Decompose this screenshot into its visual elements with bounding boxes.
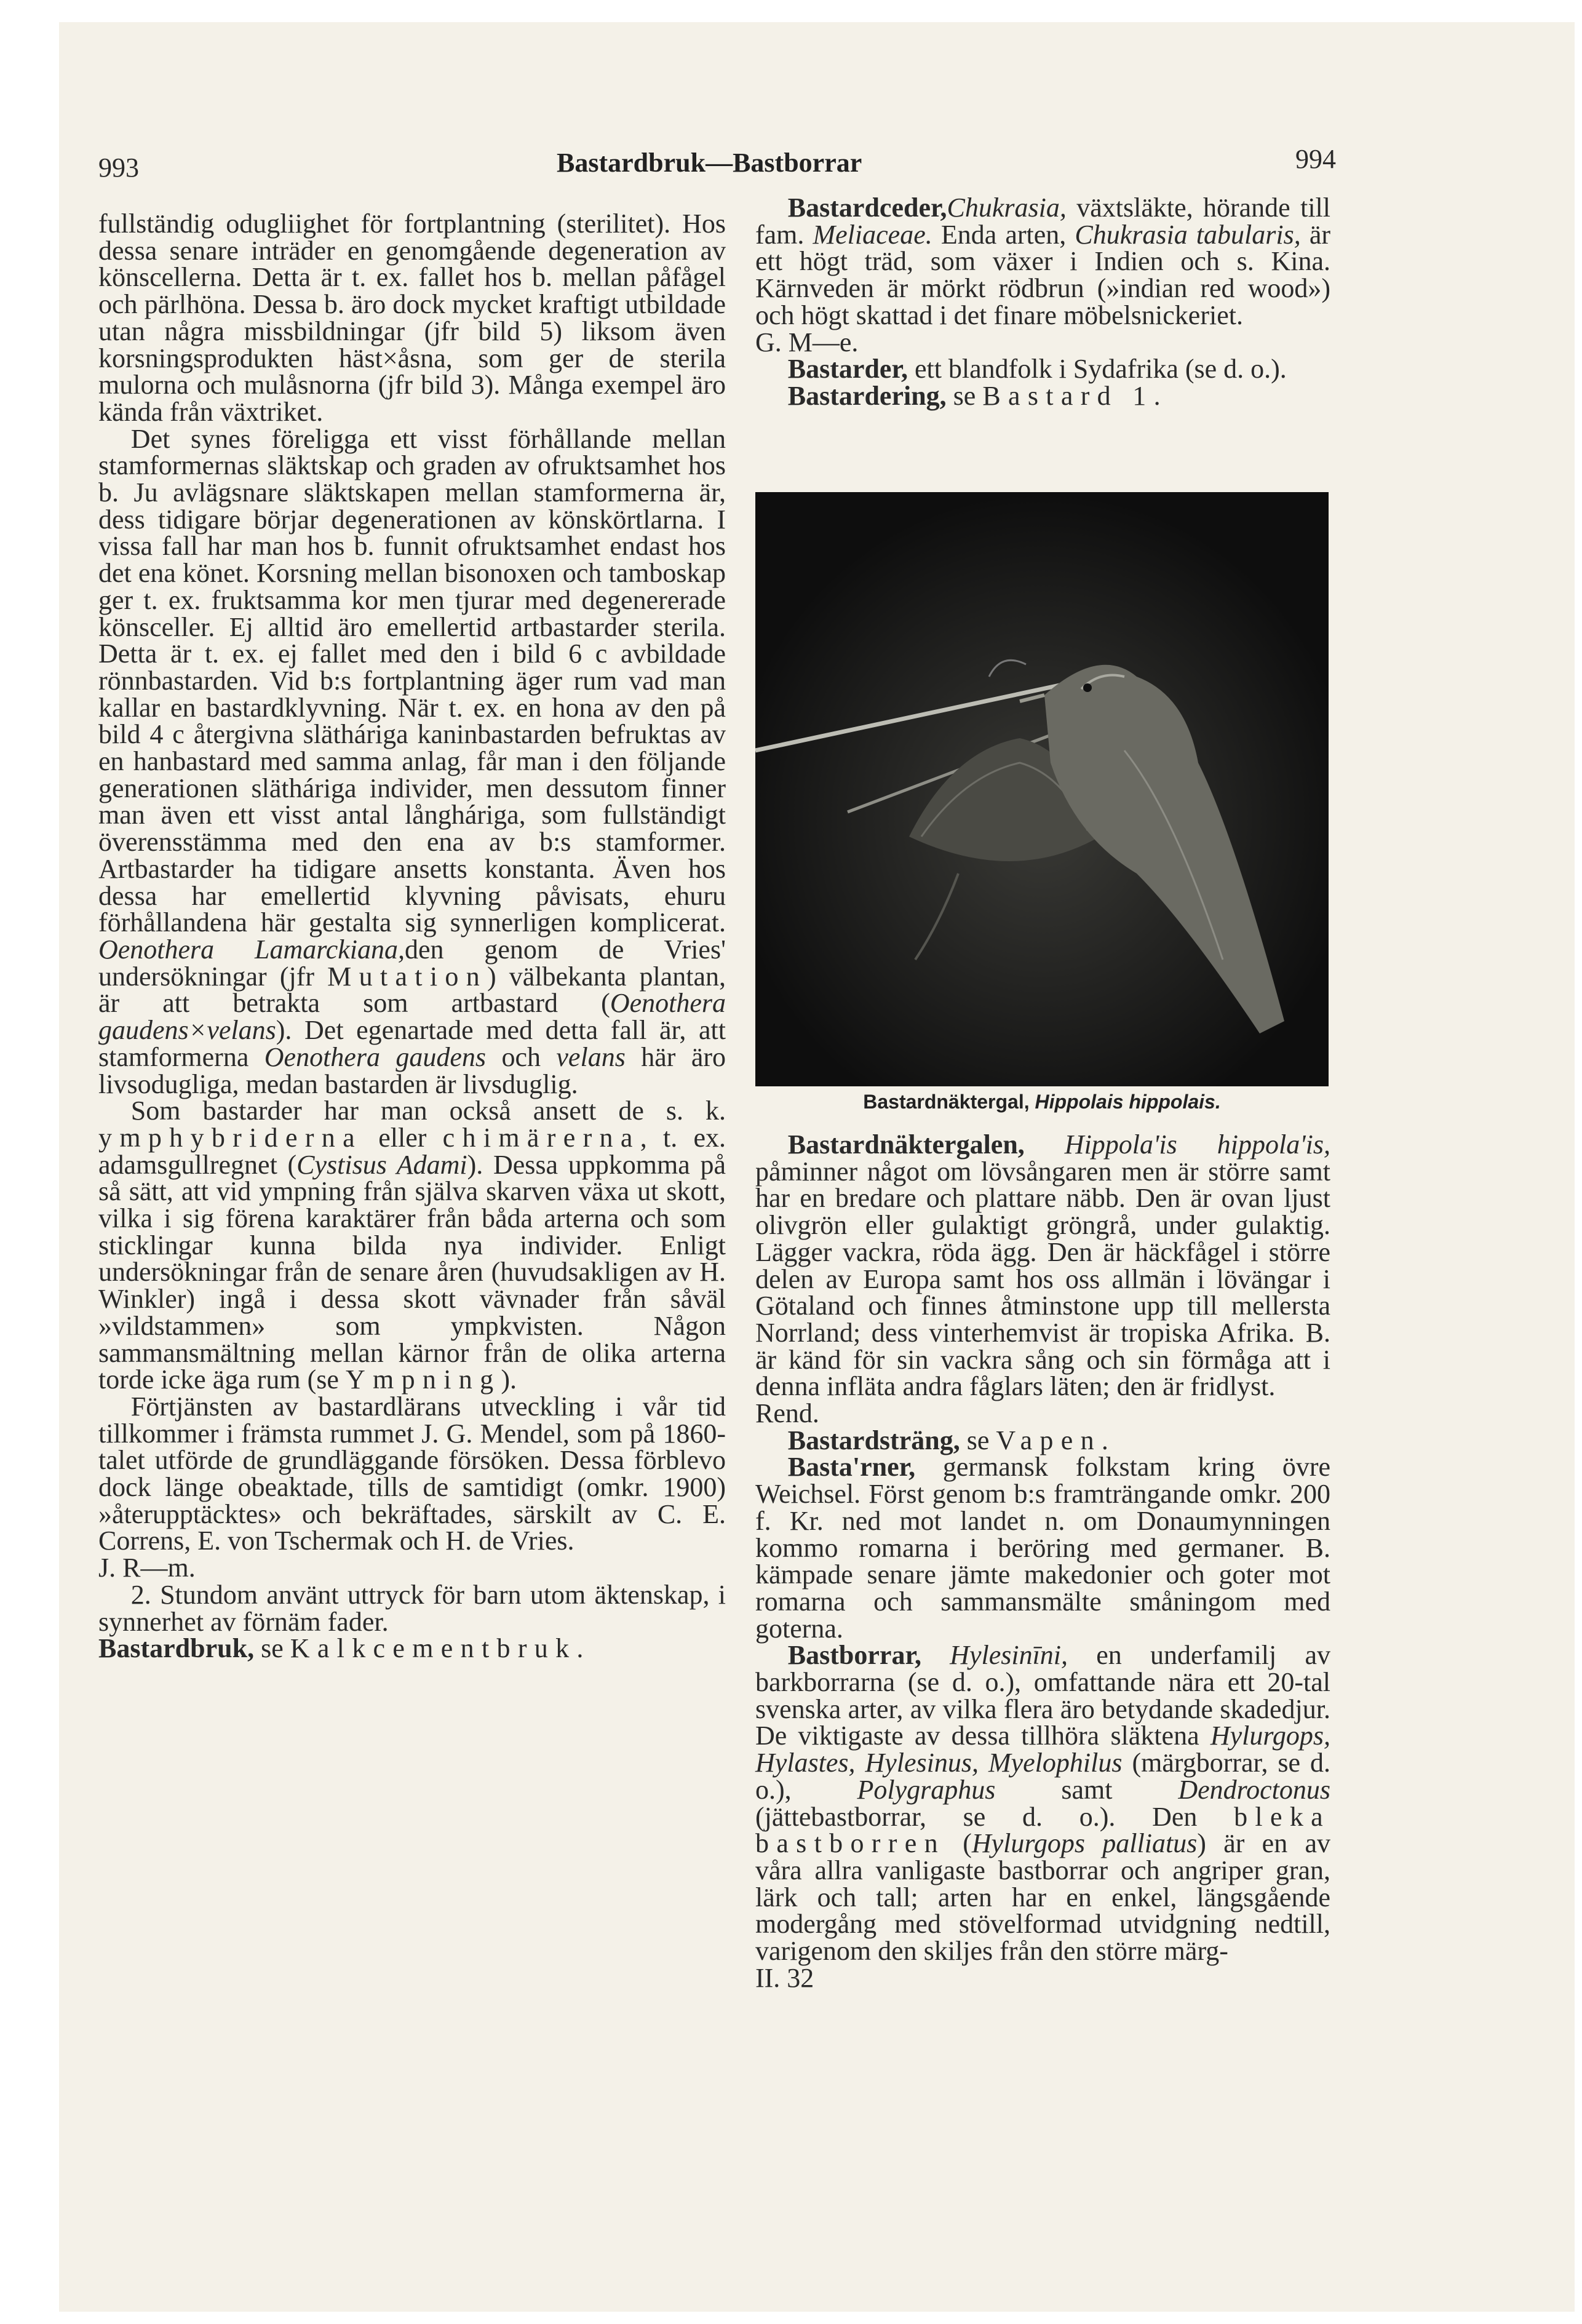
paragraph-text: se	[966, 1425, 990, 1455]
paragraph-text: ) är en av våra allra vanligaste bastborrar och angriper gran, lärk och tall; arten har en enkel, längsgående modergång med stövelformad utvidgning nedtill, varigenom den skiljes från den större märg-	[755, 1828, 1330, 1967]
italic-term: Oenothera Lamarckiana,	[98, 934, 405, 965]
paragraph	[98, 1097, 726, 1393]
entry-headword: Bastardbruk,	[98, 1633, 255, 1664]
paragraph-text: Som bastarder har man också ansett de s. k.	[130, 1096, 726, 1126]
caption-text: Bastardnäktergal,	[863, 1091, 1030, 1113]
entry	[755, 1454, 1330, 1642]
paragraph-text: eller	[378, 1122, 427, 1153]
author-signature: G. M—e.	[755, 327, 859, 357]
entry	[98, 1635, 726, 1662]
paragraph-text: samt	[1061, 1774, 1113, 1805]
paragraph	[98, 1579, 726, 1637]
entry	[755, 1427, 1330, 1454]
spaced-term: chimärerna	[442, 1122, 640, 1153]
italic-term: Meliaceae.	[813, 219, 932, 250]
cross-reference: Ympning	[345, 1364, 501, 1395]
paragraph-text: en underfamilj av barkborrarna (se d. o.), omfattande nära ett 20-tal svenska arter, av vilka flera äro betydande skadedjur. De viktigaste av dessa tillhöra släktena	[755, 1640, 1330, 1751]
paragraph-text: se	[261, 1633, 284, 1664]
bird-photo-illustration	[755, 492, 1329, 1086]
caption-species: Hippolais hippolais.	[1035, 1091, 1221, 1113]
paragraph-text: (märgborrar, se d. o.),	[755, 1748, 1331, 1805]
right-column-top	[755, 194, 1330, 410]
paragraph-text: påminner något om lövsångaren men är större samt har en bredare och plattare näbb. Den är ovan ljust olivgrön eller gulaktigt gröngrå, under gulaktig. Lägger vackra, röda ägg. Den är häckfågel i större delen av Europa samt hos oss allmän i lövängar i Götaland och finnes åtminstone upp till mellersta Norrland; dess vinterhemvist är tropiska Afrika. B. är känd för sin vackra sång och sin förmåga att i denna infläta andra fåglars läten; den är fridlyst.	[755, 1156, 1330, 1402]
page-header-title: Bastardbruk—Bastborrar	[557, 148, 862, 178]
italic-term: Cystisus Adami	[296, 1149, 467, 1180]
italic-term: Oenothera gaudens×velans	[98, 988, 726, 1046]
paragraph-text: (jättebastborrar, se d. o.). Den	[755, 1801, 1198, 1832]
entry-headword: Bastborrar,	[787, 1640, 921, 1671]
entry-headword: Bastardsträng,	[787, 1425, 960, 1455]
paragraph-text: 2. Stundom använt uttryck för barn utom äktenskap, i synnerhet av förnäm fader.	[98, 1579, 726, 1637]
photo-caption	[755, 1091, 1329, 1113]
entry	[755, 1131, 1330, 1400]
italic-term: Hylesinīni,	[950, 1640, 1068, 1671]
left-column	[98, 210, 726, 1662]
entry-headword: Bastardering,	[787, 380, 947, 411]
entry	[755, 1640, 1331, 1967]
entry	[755, 380, 1330, 411]
italic-term: Hippola'is hippola'is,	[1064, 1129, 1330, 1160]
paragraph-text: (	[963, 1828, 972, 1859]
paragraph	[98, 210, 726, 426]
paragraph-text: Förtjänsten av bastardlärans utveckling i vår tid tillkommer i främsta rummet J. G. Mendel, som på 1860-talet utförde de grundläggande försöken. Dessa förblevo dock länge obeaktade, tills de samtidigt (omkr. 1900) »återupptäcktes» och bekräftades, särskilt av C. E. Correns, E. von Tschermak och H. de Vries.	[98, 1391, 726, 1556]
paragraph-text: fullständig odugliighet för fortplantning (sterilitet). Hos dessa senare inträder en genomgående degeneration av könscellerna. Detta är t. ex. fallet hos b. mellan påfågel och pärlhöna. Dessa b. äro dock mycket kraftigt utbildade utan några missbildningar (jfr bild 5) liksom även korsningsprodukten häst×åsna, som ger de sterila mulorna och mulåsnorna (jfr bild 3). Många exempel äro kända från växtriket.	[98, 209, 726, 427]
entry-headword: Basta'rner,	[787, 1452, 916, 1482]
page-number-left: 993	[98, 153, 139, 183]
paragraph-text: ). Det egenartade med detta fall är, att stamformerna	[98, 1015, 726, 1072]
paragraph	[98, 423, 726, 1099]
paragraph-text: ) välbekanta plantan, är att betrakta som artbastard (	[98, 961, 726, 1019]
paragraph-text: här äro livsodugliga, medan bastarden är livsduglig.	[98, 1041, 726, 1099]
paragraph-text: se	[953, 380, 976, 411]
paragraph-text: växtsläkte, hörande till fam.	[755, 193, 1330, 250]
entry	[755, 194, 1330, 329]
italic-term: Hylurgops, Hylastes, Hylesinus, Myelophilus	[755, 1721, 1330, 1778]
cross-reference: Kalkcementbruk.	[290, 1633, 591, 1664]
bird-photograph	[755, 492, 1329, 1086]
paragraph-text: germansk folkstam kring övre Weichsel. Först genom b:s framträngande omkr. 200 f. Kr. ned mot landet n. om Donaumynningen kommo romarna i beröring med germaner. B. kämpade senare jämte makedonier och goter mot romarna och sammansmälte småningom med goterna.	[755, 1452, 1330, 1644]
italic-term: velans	[556, 1041, 626, 1072]
paragraph-text: är ett högt träd, som växer i Indien och s. Kina. Kärnveden är mörkt rödbrun (»indian red wood») och högt skattad i det finare möbelsnickeriet.	[755, 219, 1330, 330]
cross-reference: Mutation	[327, 961, 488, 992]
paragraph-text: Enda arten,	[940, 219, 1067, 250]
spaced-term: ymphybriderna	[98, 1122, 362, 1153]
italic-term: Chukrasia,	[947, 193, 1067, 223]
paragraph-text: ett blandfolk i Sydafrika (se d. o.).	[914, 354, 1287, 384]
italic-term: Chukrasia tabularis,	[1075, 219, 1301, 250]
entry-headword: Bastardceder,	[787, 193, 947, 223]
spaced-term: bleka bastborren	[755, 1801, 1330, 1859]
italic-term: Hylurgops palliatus	[971, 1828, 1198, 1859]
italic-term: Polygraphus	[857, 1774, 996, 1805]
italic-term: Dendroctonus	[1178, 1774, 1330, 1805]
paragraph	[98, 1393, 726, 1554]
paragraph-text: ). Dessa uppkomma på så sätt, att vid ympning från själva skarven växa ut skott, vilka i sig förena karaktärer från båda arterna och som sticklingar kunna bilda nya individer. Enligt undersökningar från de senare åren (huvudsakligen av H. Winkler) ingå i dessa skott vävnader från såväl »vildstammen» som ympkvisten. Någon sammansmältning mellan kärnor från de olika arterna torde icke äga rum (se	[98, 1149, 726, 1395]
entry	[755, 356, 1330, 383]
paragraph-text: och	[501, 1041, 541, 1072]
page-number-right: 994	[1295, 144, 1336, 174]
italic-term: Oenothera gaudens	[264, 1041, 487, 1072]
paragraph-text: den genom de Vries' undersökningar (jfr	[98, 934, 726, 992]
author-signature: Rend.	[755, 1398, 819, 1429]
entry-headword: Bastardnäktergalen,	[787, 1129, 1025, 1160]
paragraph-text: Det synes föreligga ett visst förhållande mellan stamformernas släktskap och graden av ofruktsamhet hos b. Ju avlägsnare släktskapen mellan stamformerna är, dess tidigare börjar degenerationen av könskörtlarna. I vissa fall har man hos b. funnit ofruktsamhet endast hos det ena könet. Korsning mellan bisonoxen och tamboskap ger t. ex. fruktsamma kor men tjurar med degenererade könsceller. Ej alltid äro emellertid artbastarder sterila. Detta är t. ex. ej fallet med den i bild 6 c avbildade rönnbastarden. Vid b:s fortplantning äger rum vad man kallar en bastardklyvning. När t. ex. en hona av den på bild 4 c återgivna slätháriga kaninbastarden befruktas av en hanbastard med samma anlag, får man i den följande generationen slätháriga individer, men dessutom finner man även ett visst antal långháriga, som fullständigt överensstämma med den ena av b:s stamformer. Artbastarder ha tidigare ansetts konstanta. Även hos dessa har emellertid klyvning påvisats, ehuru förhållandena här gestalta sig synnerligen komplicerat.	[98, 423, 726, 938]
cross-reference: Bastard 1.	[982, 380, 1168, 411]
cross-reference: Vapen.	[996, 1425, 1116, 1455]
signature-mark: II. 32	[755, 1962, 814, 1993]
paragraph-text: , t. ex. adamsgullregnet (	[98, 1122, 726, 1180]
entry-headword: Bastarder,	[787, 354, 908, 384]
author-signature: J. R—m.	[98, 1553, 196, 1583]
paragraph-text: ).	[501, 1364, 517, 1395]
right-column-bottom	[755, 1131, 1330, 1992]
